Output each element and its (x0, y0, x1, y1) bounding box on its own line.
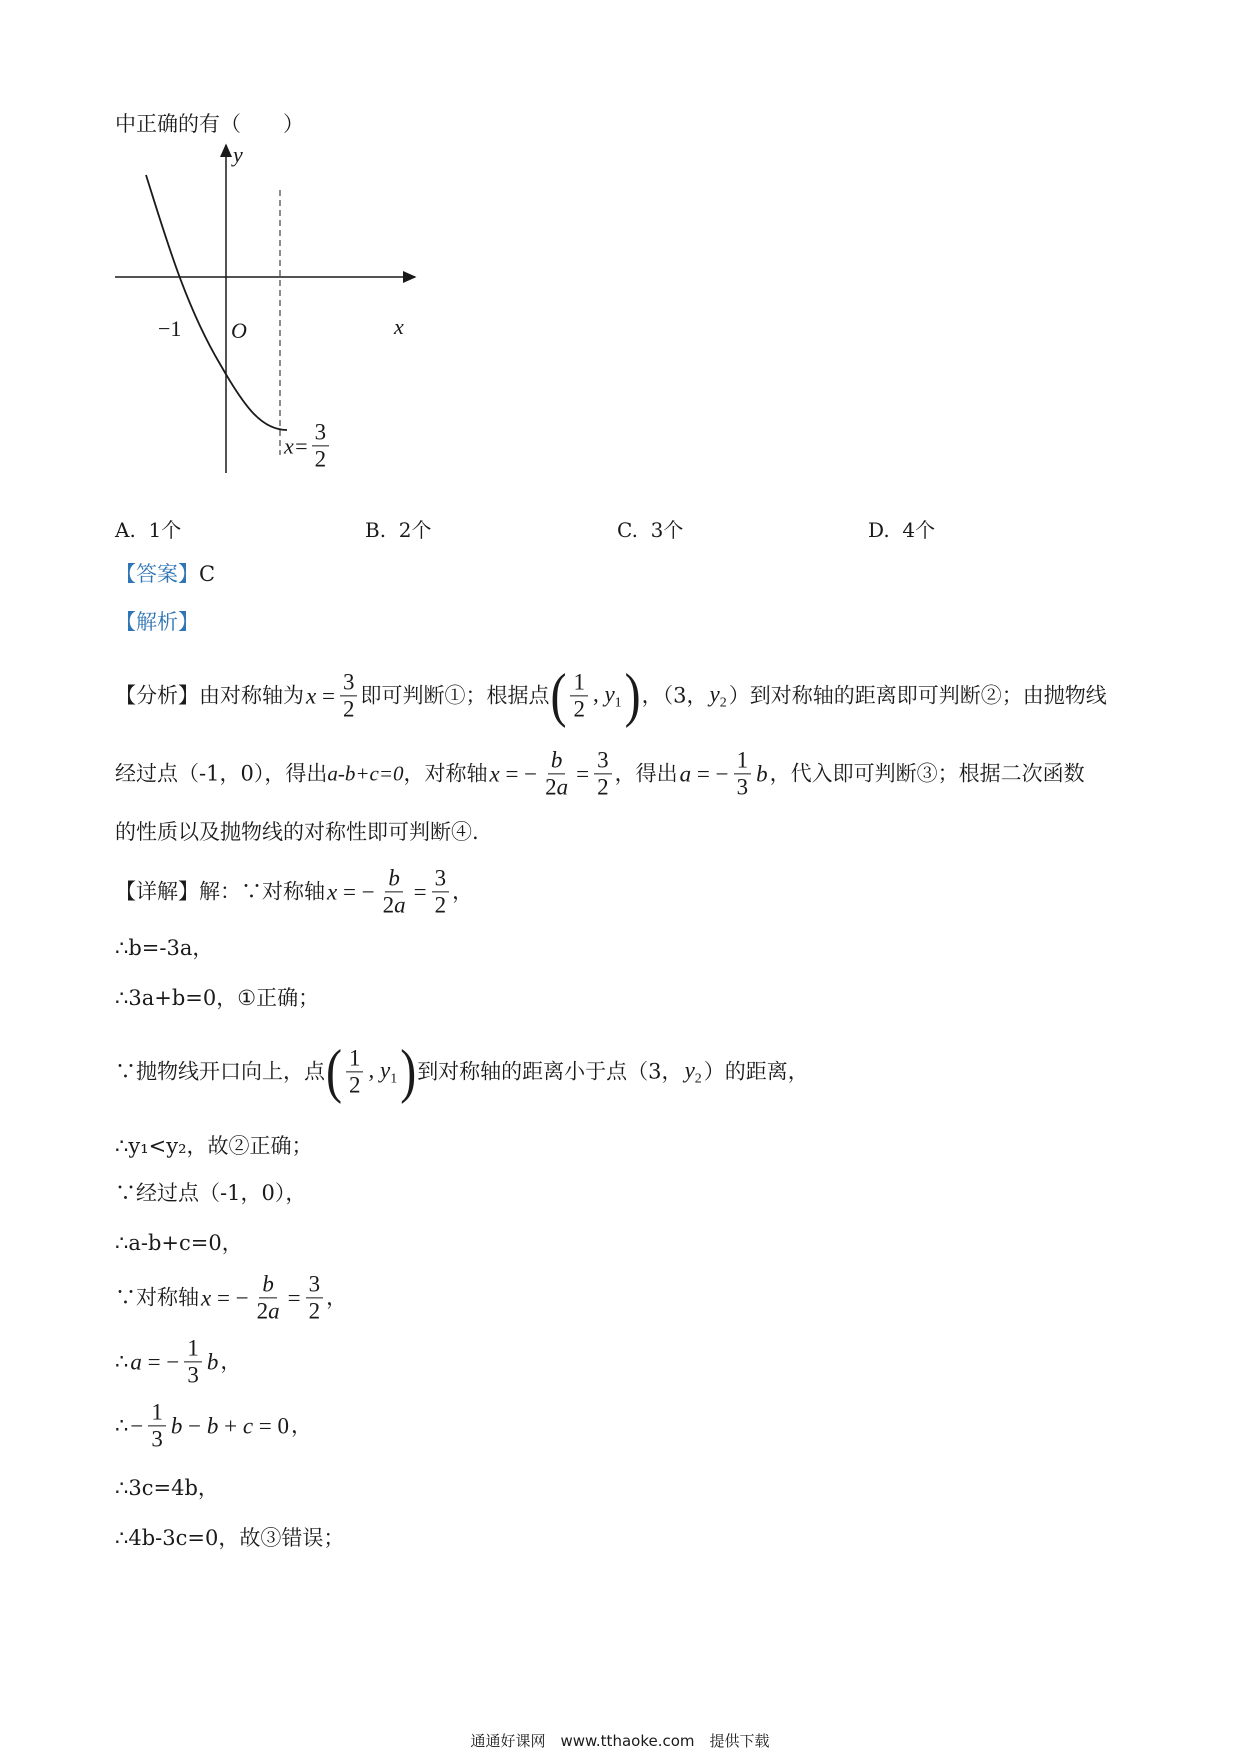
fenxi-line-2: 经过点（-1，0），得出 a-b+c=0 ，对称轴 x = − $\frac{b}{2a}$ = $\frac{3}{2}$ ，得出 a = − $\frac{1}{3}$ b ，代入即可判断③；根据二次函数 (115, 747, 1085, 800)
detail-line-3: ∴3a+b=0，①正确； (115, 986, 320, 1010)
tick-label-minus-one: −1 (158, 316, 182, 341)
origin-label: O (231, 318, 247, 343)
symmetry-axis-label: x= $\frac{3}{2}$ (284, 420, 332, 471)
detail-line-9: ∴ a = − $\frac{1}{3}$ b ， (115, 1335, 242, 1388)
detail-line-12: ∴4b-3c=0，故③错误； (115, 1526, 345, 1550)
detail-line-1: 【详解】 解：∵对称轴 x = − $\frac{b}{2a}$ = $\frac{3}{2}$ ， (115, 865, 474, 918)
detail-line-6: ∵经过点（-1，0）， (115, 1181, 307, 1205)
option-d[interactable]: D. 4个 (868, 518, 936, 542)
detail-line-7: ∴a-b+c=0， (115, 1231, 243, 1255)
fenxi-line-3: 的性质以及抛物线的对称性即可判断④. (115, 820, 479, 844)
parabola-curve (146, 175, 287, 430)
detail-line-10: ∴ − $\frac{1}{3}$ b − b + c = 0 ， (115, 1399, 313, 1452)
detail-line-2: ∴b=-3a， (115, 936, 214, 960)
y-axis-label: y (233, 142, 243, 167)
question-tail: 中正确的有（ ） (115, 112, 304, 136)
page-footer: 通通好课网 www.tthaoke.com 提供下载 (470, 1732, 770, 1750)
answer-line (115, 564, 215, 585)
analysis-tag: 【解析】 (115, 610, 199, 634)
option-c[interactable]: C. 3个 (617, 518, 684, 542)
detail-line-8: ∵对称轴 x = − $\frac{b}{2a}$ = $\frac{3}{2}$ ， (115, 1271, 348, 1324)
option-a[interactable]: A. 1个 (115, 518, 182, 542)
answer-tag: 【答案】 (115, 562, 199, 586)
fenxi-line-1: 【分析】 由对称轴为 x = $\frac{3}{2}$ 即可判断①；根据点 ( $\frac{1}{2}$ , $y_1$ ) ，（3， $y_2$ ）到对称轴的距离即可判断②；由抛物线 (115, 662, 1107, 729)
detail-line-11: ∴3c=4b， (115, 1476, 219, 1500)
detail-line-4: ∵抛物线开口向上，点 ( $\frac{1}{2}$ , $y_1$ ) 到对称轴的距离小于点（3， $y_2$ ）的距离， (115, 1038, 809, 1105)
x-axis-label: x (394, 314, 404, 339)
option-b[interactable]: B. 2个 (365, 518, 432, 542)
detail-line-5: ∴y₁<y₂，故②正确； (115, 1134, 313, 1158)
answer-value: C (199, 562, 216, 586)
